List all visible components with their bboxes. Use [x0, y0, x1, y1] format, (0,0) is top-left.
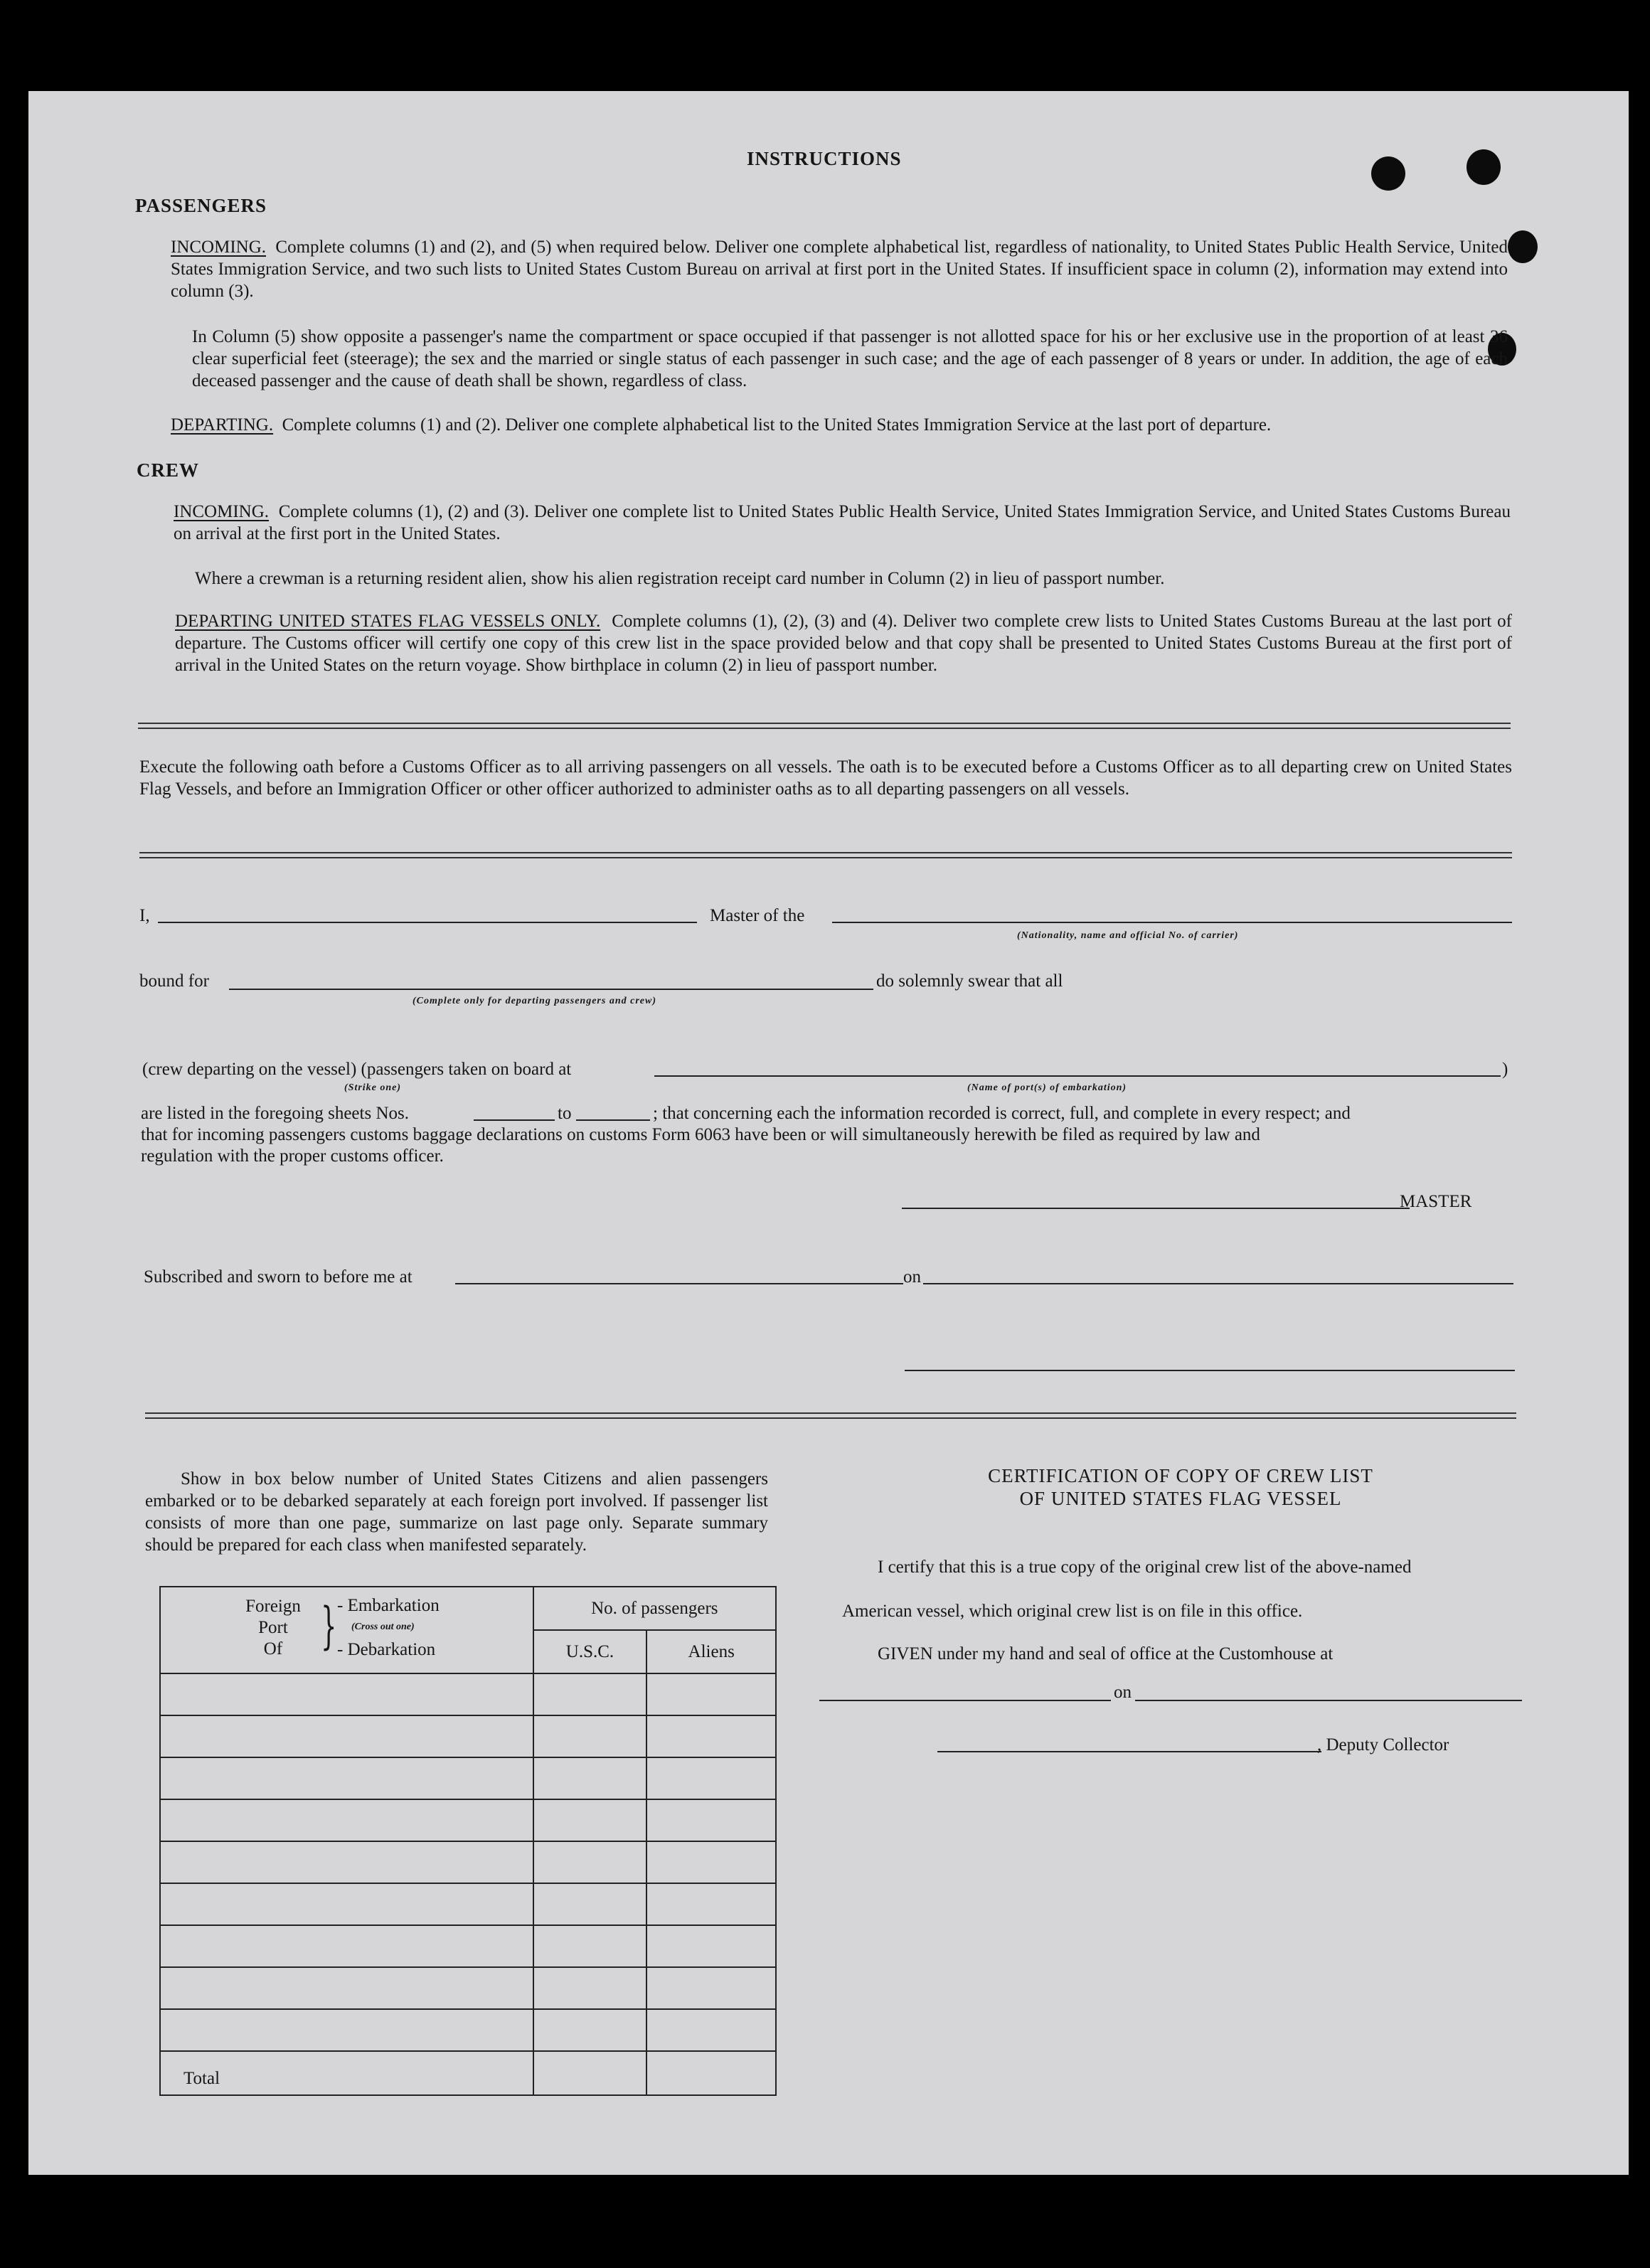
- embarkation-label: - Embarkation: [337, 1596, 440, 1615]
- usc-header: U.S.C.: [533, 1630, 647, 1673]
- crew-departing: [175, 610, 1512, 676]
- port-cell[interactable]: [160, 1967, 533, 2009]
- of-label: Of: [263, 1639, 283, 1659]
- passengers-departing-text: Complete columns (1) and (2). Deliver one complete alphabetical list to the United States Immigration Service at the last port of departure.: [282, 415, 1272, 435]
- port-cell[interactable]: [160, 1925, 533, 1967]
- port-cell[interactable]: [160, 1883, 533, 1925]
- certification-on-label: on: [1114, 1683, 1132, 1702]
- punch-hole-icon: [1467, 149, 1501, 185]
- usc-cell[interactable]: [533, 1673, 647, 1715]
- summary-instructions: Show in box below number of United States Citizens and alien passengers embarked or to be debarked separately at each foreign port involved. If passenger list consists of more than one page, summarize on last page only. Separate summary should be prepared for each class when manifested separately.: [145, 1469, 768, 1555]
- bound-for-field[interactable]: [229, 989, 873, 990]
- deputy-collector-label: , Deputy Collector: [1317, 1735, 1449, 1755]
- passengers-departing: [171, 414, 1508, 436]
- usc-cell[interactable]: [533, 2009, 647, 2051]
- section-divider: [145, 1412, 1516, 1419]
- deputy-signature-field[interactable]: [937, 1751, 1321, 1752]
- column5-instructions: In Column (5) show opposite a passenger's name the compartment or space occupied if that passenger is not allotted space for his or her exclusive use in the proportion of at least 36 clear superficial feet (steerage); the sex and the married or single status of each passenger in such case; and the age of each passenger of 8 years or under. In addition, the age of each deceased passenger and the cause of death shall be shown, regardless of class.: [192, 327, 1508, 390]
- crew-incoming-label: INCOMING.: [174, 502, 270, 521]
- total-aliens-cell[interactable]: [646, 2051, 776, 2095]
- punch-hole-icon: [1371, 156, 1405, 191]
- master-of-label: Master of the: [710, 906, 805, 925]
- crew-incoming-text: Complete columns (1), (2) and (3). Deliver one complete list to United States Public Health Service, United States Immigration Service, and United States Customs Bureau on arrival at the first port in the United States.: [174, 502, 1511, 543]
- page-title: INSTRUCTIONS: [747, 148, 902, 169]
- master-signature-field[interactable]: [902, 1208, 1410, 1209]
- port-cell[interactable]: [160, 2009, 533, 2051]
- passengers-heading: PASSENGERS: [135, 195, 267, 216]
- to-label: to: [558, 1104, 572, 1123]
- port-cell[interactable]: [160, 1715, 533, 1757]
- certification-title-1: CERTIFICATION OF COPY OF CREW LIST: [988, 1465, 1373, 1486]
- crew-departing-label: DEPARTING UNITED STATES FLAG VESSELS ONLY.: [175, 612, 601, 631]
- aliens-header: Aliens: [646, 1630, 776, 1673]
- bound-for-label: bound for: [139, 971, 209, 991]
- form-sheet: [28, 91, 1629, 2175]
- total-usc-cell[interactable]: [533, 2051, 647, 2095]
- sheet-from-field[interactable]: [474, 1119, 555, 1121]
- passenger-summary-table: [159, 1586, 777, 2096]
- port-label: Port: [258, 1618, 288, 1637]
- usc-cell[interactable]: [533, 1883, 647, 1925]
- officer-signature-field[interactable]: [905, 1370, 1515, 1371]
- aliens-cell[interactable]: [646, 1715, 776, 1757]
- section-divider: [139, 852, 1512, 858]
- strike-caption: (Strike one): [344, 1082, 402, 1093]
- sworn-place-field[interactable]: [455, 1283, 903, 1284]
- sheet-to-field[interactable]: [576, 1119, 650, 1121]
- punch-hole-icon: [1508, 230, 1538, 263]
- master-label: MASTER: [1400, 1192, 1472, 1211]
- listed-prefix: are listed in the foregoing sheets Nos.: [141, 1104, 409, 1123]
- aliens-cell[interactable]: [646, 1757, 776, 1799]
- usc-cell[interactable]: [533, 1925, 647, 1967]
- passengers-incoming: [171, 236, 1508, 302]
- aliens-cell[interactable]: [646, 1883, 776, 1925]
- oath-i-label: I,: [139, 906, 150, 925]
- foreign-port-header: Foreign Port Of } - Embarkation (Cross out one) - Debarkation: [160, 1587, 533, 1673]
- listed-line3: regulation with the proper customs officer.: [141, 1146, 444, 1166]
- aliens-cell[interactable]: [646, 1841, 776, 1883]
- oath-instructions: Execute the following oath before a Customs Officer as to all arriving passengers on all vessels. The oath is to be executed before a Customs Officer as to all departing crew on United States Flag Vessels, and before an Immigration Officer or other officer authorized to administer oaths as to all departing passengers on all vessels.: [139, 757, 1512, 799]
- crew-passengers-label: (crew departing on the vessel) (passengers taken on board at: [142, 1060, 572, 1079]
- embarkation-port-field[interactable]: [654, 1075, 1501, 1077]
- listed-line2: that for incoming passengers customs baggage declarations on customs Form 6063 have been or will simultaneously herewith be filed as required by law and: [141, 1125, 1260, 1144]
- passengers-incoming-label: INCOMING.: [171, 238, 267, 257]
- passengers-incoming-text: Complete columns (1) and (2), and (5) when required below. Deliver one complete alphabetical list, regardless of nationality, to United States Public Health Service, United States Immigration Service, and two such lists to United States Custom Bureau on arrival at first port in the United States. If insufficient space in column (2), information may extend into column (3).: [171, 238, 1508, 301]
- crew-heading: CREW: [137, 459, 200, 481]
- crew-departing-text: Complete columns (1), (2), (3) and (4). Deliver two complete crew lists to United States Customs Bureau at the last port of departure. The Customs officer will certify one copy of this crew list in the space provided below and that copy shall be presented to United States Customs Bureau at the first port of arrival in the United States on the return voyage. Show birthplace in column (2) in lieu of passport number.: [175, 612, 1512, 675]
- aliens-cell[interactable]: [646, 2009, 776, 2051]
- port-cell[interactable]: [160, 1757, 533, 1799]
- ports-caption: (Name of port(s) of embarkation): [967, 1082, 1127, 1093]
- given-text: GIVEN under my hand and seal of office at the Customhouse at: [878, 1644, 1334, 1663]
- usc-cell[interactable]: [533, 1841, 647, 1883]
- usc-cell[interactable]: [533, 1757, 647, 1799]
- total-text: Total: [183, 2069, 220, 2088]
- usc-cell[interactable]: [533, 1967, 647, 2009]
- american-vessel-text: American vessel, which original crew list is on file in this office.: [842, 1602, 1303, 1621]
- no-passengers-header: No. of passengers: [533, 1587, 776, 1630]
- aliens-cell[interactable]: [646, 1673, 776, 1715]
- customhouse-field[interactable]: [819, 1700, 1111, 1701]
- swear-text: do solemnly swear that all: [876, 971, 1063, 991]
- carrier-field[interactable]: [832, 922, 1512, 923]
- usc-cell[interactable]: [533, 1715, 647, 1757]
- port-cell[interactable]: [160, 1799, 533, 1841]
- cross-out-caption: (Cross out one): [351, 1622, 415, 1632]
- port-cell[interactable]: [160, 1673, 533, 1715]
- close-paren: ): [1502, 1060, 1508, 1079]
- aliens-cell[interactable]: [646, 1799, 776, 1841]
- crew-incoming: [174, 501, 1511, 545]
- sworn-on-label: on: [903, 1267, 921, 1287]
- certify-text: I certify that this is a true copy of the original crew list of the above-named: [878, 1558, 1412, 1577]
- crew-returning-alien: Where a crewman is a returning resident alien, show his alien registration receipt card number in Column (2) in lieu of passport number.: [195, 569, 1165, 588]
- subscribed-label: Subscribed and sworn to before me at: [144, 1267, 412, 1287]
- total-label: [160, 2051, 533, 2095]
- aliens-cell[interactable]: [646, 1925, 776, 1967]
- master-name-field[interactable]: [158, 922, 697, 923]
- debarkation-label: - Debarkation: [337, 1640, 436, 1659]
- passengers-departing-label: DEPARTING.: [171, 415, 274, 435]
- nationality-caption: (Nationality, name and official No. of carrier): [1017, 930, 1239, 941]
- listed-rest: ; that concerning each the information recorded is correct, full, and complete in every respect; and: [653, 1104, 1351, 1123]
- sworn-date-field[interactable]: [923, 1283, 1513, 1284]
- foreign-label: Foreign: [245, 1597, 301, 1616]
- port-cell[interactable]: [160, 1841, 533, 1883]
- bound-caption: (Complete only for departing passengers and crew): [412, 996, 656, 1006]
- section-divider: [138, 723, 1511, 729]
- usc-cell[interactable]: [533, 1799, 647, 1841]
- certification-date-field[interactable]: [1135, 1700, 1522, 1701]
- certification-title-2: OF UNITED STATES FLAG VESSEL: [1019, 1488, 1342, 1509]
- aliens-cell[interactable]: [646, 1967, 776, 2009]
